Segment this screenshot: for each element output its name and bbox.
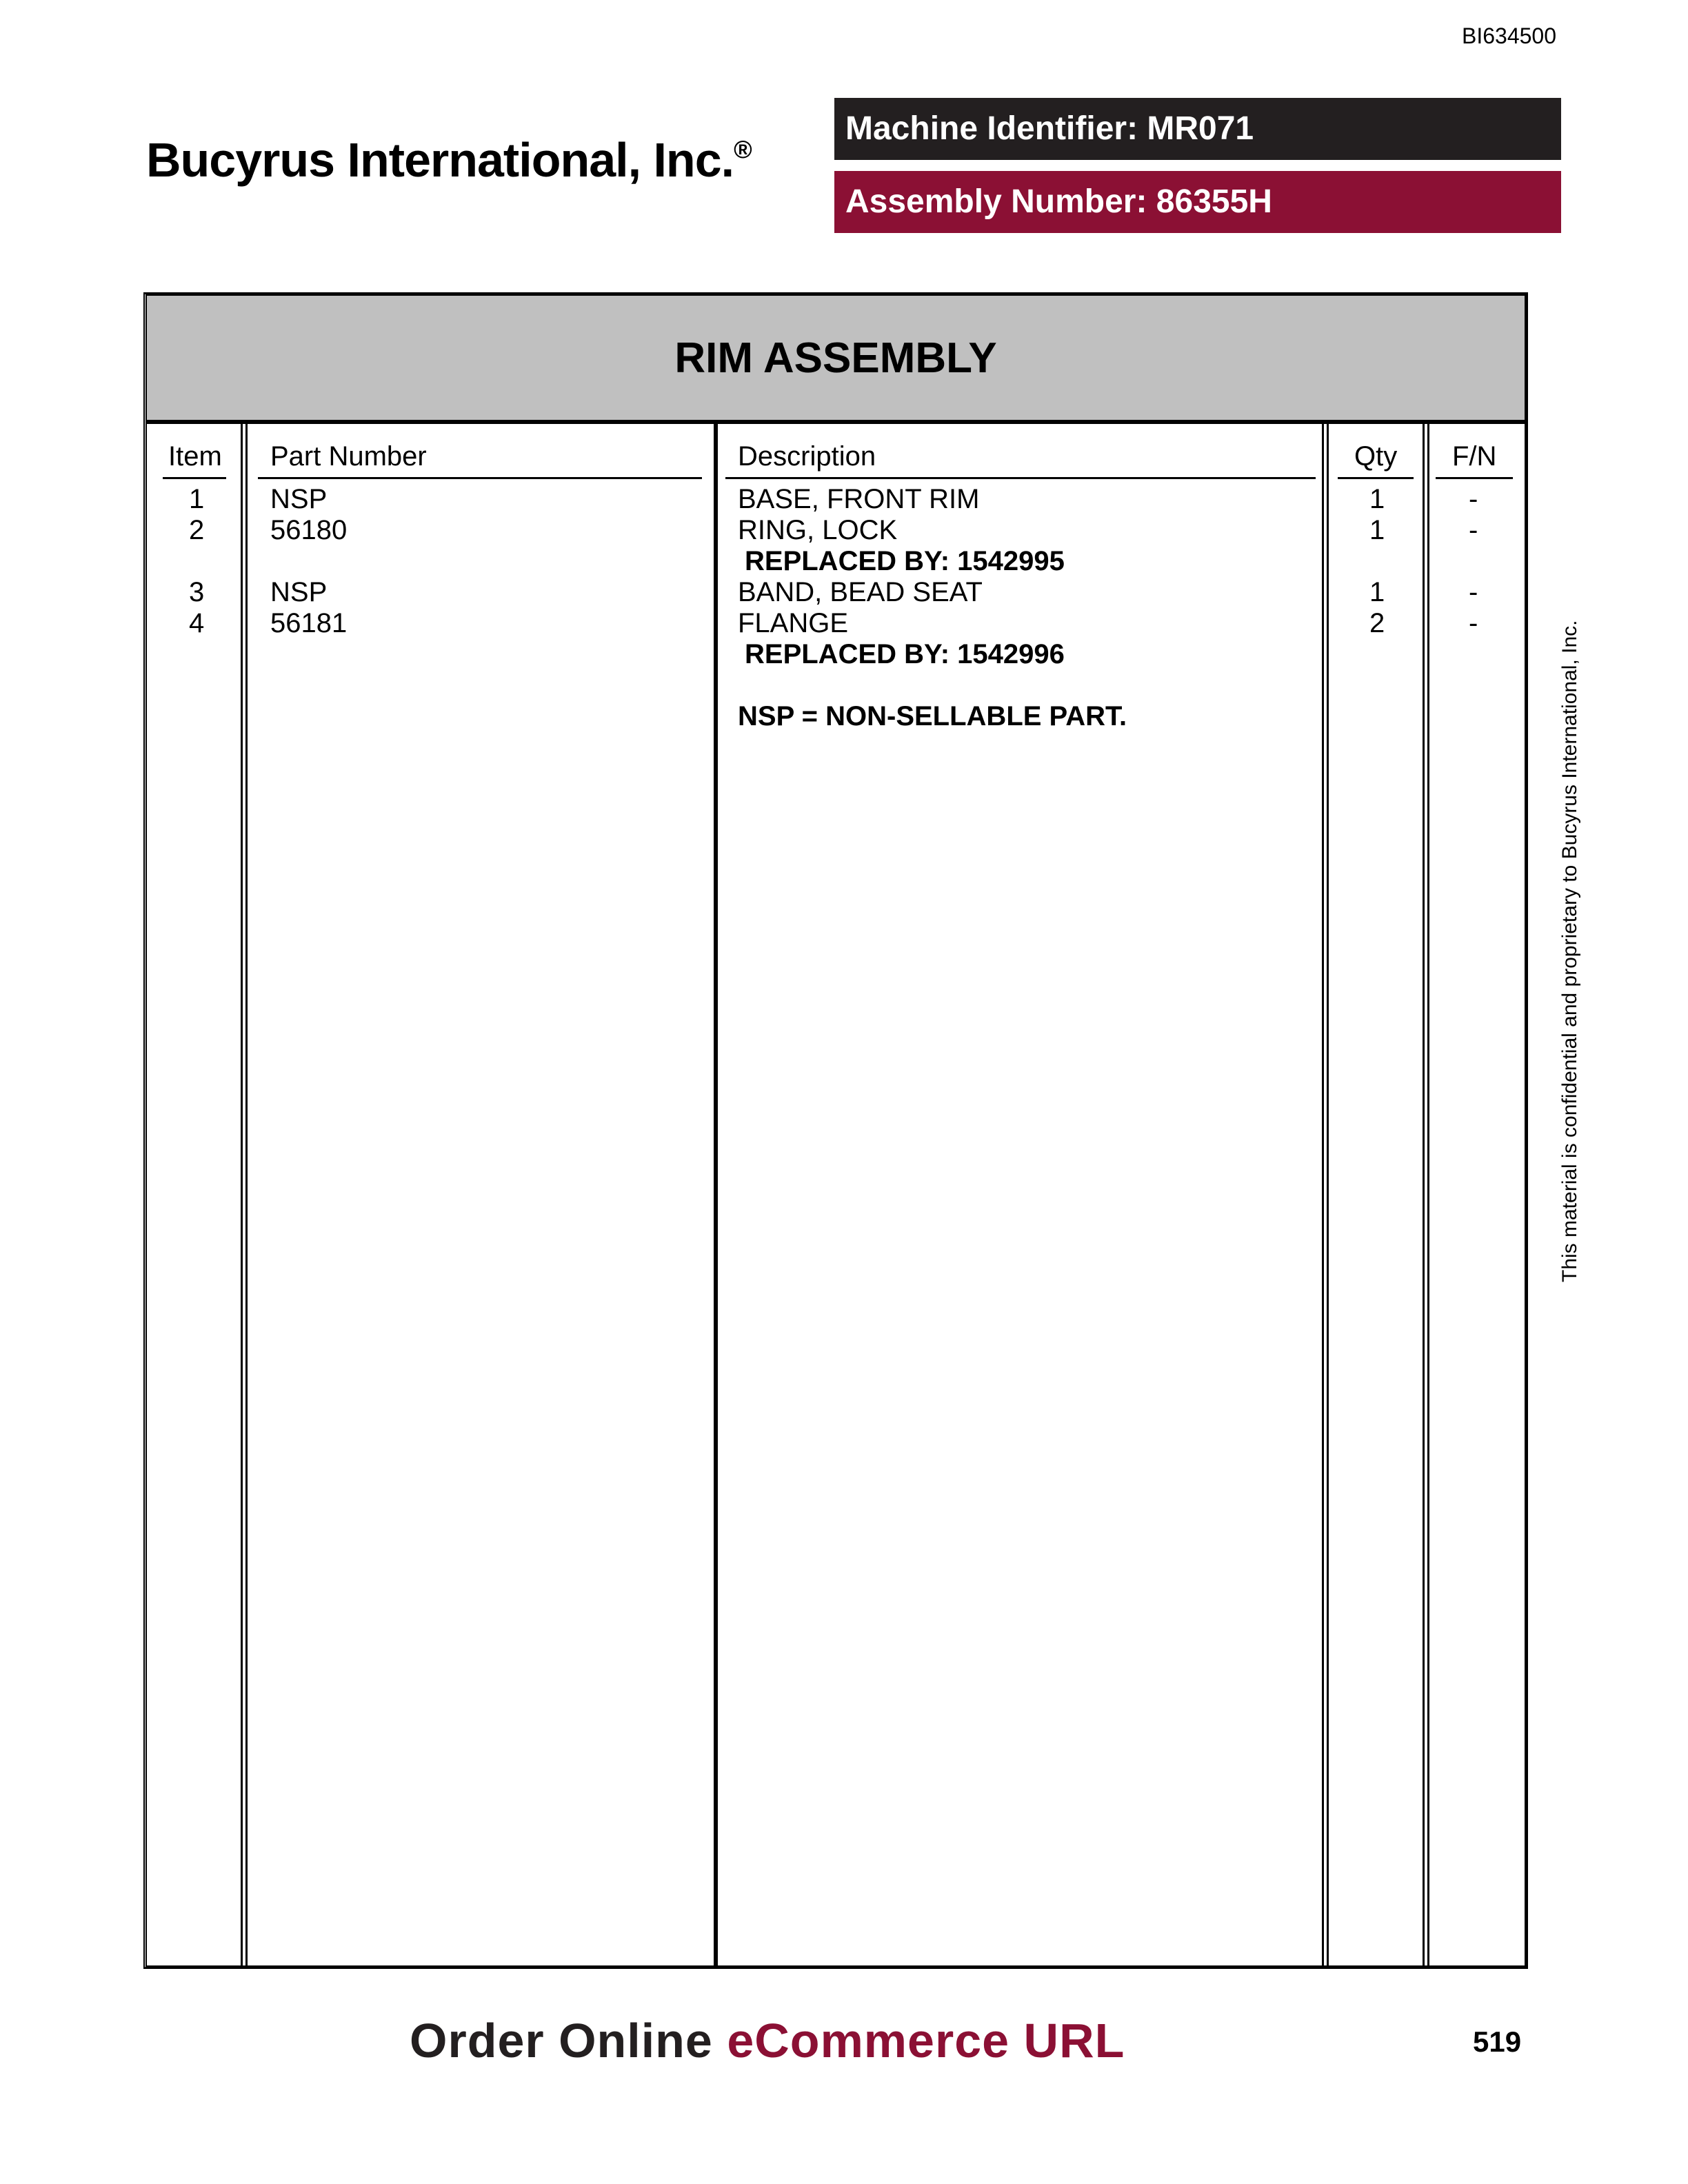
header-underline [163,477,226,479]
document-id: BI634500 [1462,23,1557,48]
row-1-description: BASE, FRONT RIM [738,484,980,514]
row-3-part: NSP [270,577,328,607]
row-3-item: 3 [189,577,205,607]
header-description: Description [738,441,876,472]
row-3-description: BAND, BEAD SEAT [738,577,983,607]
row-4-description: FLANGE [738,608,849,638]
row-1-part: NSP [270,484,328,514]
column-divider [1423,423,1429,1965]
row-2-qty: 1 [1369,515,1385,545]
header-underline [258,477,702,479]
confidentiality-notice: This material is confidential and proprietary to Bucyrus International, Inc. [1558,620,1581,1282]
header-qty: Qty [1354,441,1398,472]
registered-mark: ® [734,135,752,163]
header-item: Item [168,441,222,472]
page-number: 519 [1473,2025,1522,2058]
row-2-replaced-note: REPLACED BY: 1542995 [745,546,1065,576]
row-2-part: 56180 [270,515,348,545]
header-underline [1338,477,1414,479]
column-divider [241,423,248,1965]
order-online-text: Order Online [410,2014,713,2067]
row-3-fn: - [1469,577,1478,607]
order-online-banner [410,2013,1125,2068]
row-2-item: 2 [189,515,205,545]
table-title: RIM ASSEMBLY [147,296,1525,424]
row-4-fn: - [1469,608,1478,638]
row-3-qty: 1 [1369,577,1385,607]
ecommerce-url-text: eCommerce URL [727,2014,1125,2067]
row-1-qty: 1 [1369,484,1385,514]
column-divider [1322,423,1329,1965]
row-2-fn: - [1469,515,1478,545]
company-name-text: Bucyrus International, Inc. [146,133,734,187]
column-divider [714,423,718,1965]
row-1-item: 1 [189,484,205,514]
header-underline [725,477,1316,479]
header-part-number: Part Number [270,441,427,472]
row-4-part: 56181 [270,608,348,638]
company-name [146,132,752,188]
row-1-fn: - [1469,484,1478,514]
nsp-footnote: NSP = NON-SELLABLE PART. [738,701,1127,731]
assembly-number: Assembly Number: 86355H [834,171,1561,233]
row-2-description: RING, LOCK [738,515,898,545]
header-fn: F/N [1452,441,1497,472]
machine-identifier: Machine Identifier: MR071 [834,98,1561,160]
header-underline [1436,477,1513,479]
row-4-qty: 2 [1369,608,1385,638]
row-4-replaced-note: REPLACED BY: 1542996 [745,639,1065,669]
row-4-item: 4 [189,608,205,638]
